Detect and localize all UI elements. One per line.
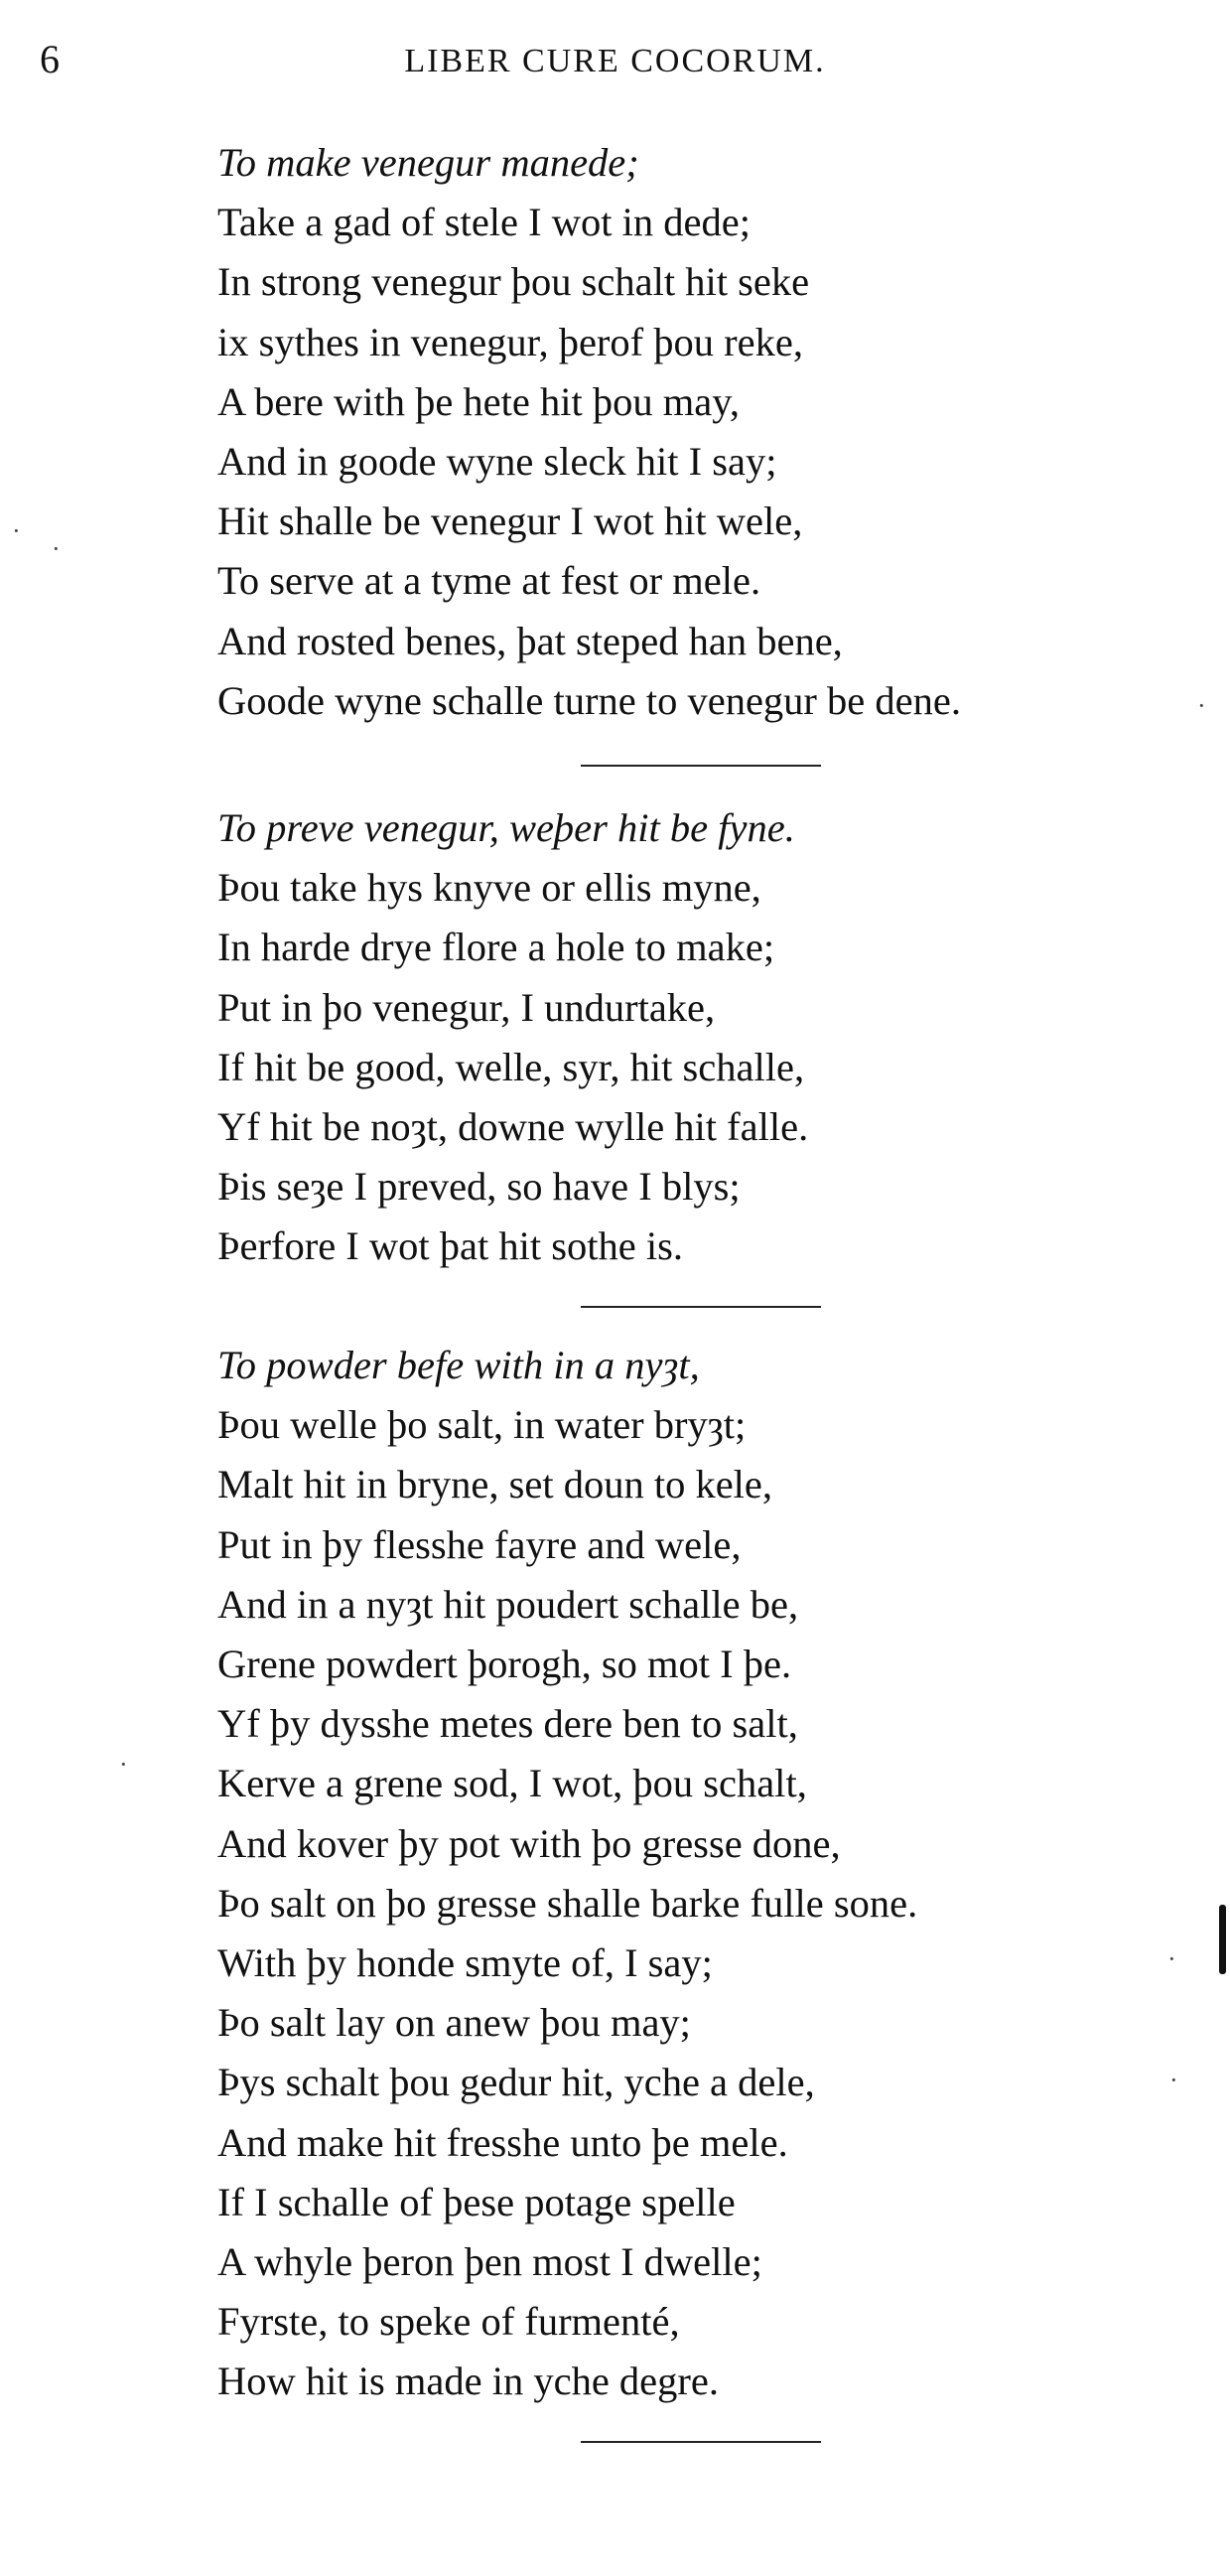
section-title: To make venegur manede; xyxy=(217,140,639,185)
verse-line: Fyrste, to speke of furmenté, xyxy=(217,2299,680,2345)
verse-line: Þis seȝe I preved, so have I blys; xyxy=(217,1164,741,1210)
ink-speck: · xyxy=(119,1750,128,1779)
verse-line: If I schalle of þese potage spelle xyxy=(217,2179,736,2224)
running-title: LIBER CURE COCORUM. xyxy=(404,43,826,79)
verse-line: Yf hit be noȝt, downe wylle hit falle. xyxy=(217,1104,809,1150)
ink-speck: · xyxy=(52,534,61,563)
verse-line: And in a nyȝt hit poudert schalle be, xyxy=(217,1581,799,1627)
verse-section-powder-beef xyxy=(217,1336,917,2412)
section-divider xyxy=(581,2441,821,2443)
verse-line: With þy honde smyte of, I say; xyxy=(217,1940,713,1986)
verse-line: And kover þy pot with þo gresse done, xyxy=(217,1820,841,1866)
verse-line: To serve at a tyme at fest or mele. xyxy=(217,558,761,604)
section-title: To powder befe with in a nyȝt, xyxy=(217,1343,700,1387)
verse-line: How hit is made in yche degre. xyxy=(217,2359,719,2404)
verse-line: And rosted benes, þat steped han bene, xyxy=(217,618,843,663)
verse-line: And in goode wyne sleck hit I say; xyxy=(217,439,777,485)
verse-section-prove-vinegar xyxy=(217,798,808,1277)
verse-line: Goode wyne schalle turne to venegur be dene. xyxy=(217,677,961,723)
verse-line: In strong venegur þou schalt hit seke xyxy=(217,259,810,305)
verse-line: And make hit fresshe unto þe mele. xyxy=(217,2119,788,2165)
section-divider xyxy=(581,1306,821,1308)
page-edge-mark xyxy=(1219,1905,1226,1974)
verse-line: Þo salt on þo gresse shalle barke fulle sone. xyxy=(217,1880,918,1926)
section-title: To preve venegur, weþer hit be fyne. xyxy=(217,805,795,850)
ink-speck: · xyxy=(1169,2066,1178,2094)
verse-line: Þys schalt þou gedur hit, yche a dele, xyxy=(217,2060,815,2105)
verse-line: Þou take hys knyve or ellis myne, xyxy=(217,865,761,911)
ink-speck: · xyxy=(1167,1944,1176,1973)
verse-line: Þo salt lay on anew þou may; xyxy=(217,2000,691,2046)
ink-speck: · xyxy=(12,516,21,545)
verse-line: Malt hit in bryne, set doun to kele, xyxy=(217,1462,773,1507)
verse-line: Hit shalle be venegur I wot hit wele, xyxy=(217,499,803,544)
page-number: 6 xyxy=(40,37,60,81)
ink-speck: · xyxy=(1197,691,1206,720)
verse-line: If hit be good, welle, syr, hit schalle, xyxy=(217,1044,805,1089)
verse-line: A whyle þeron þen most I dwelle; xyxy=(217,2239,762,2285)
section-divider xyxy=(581,765,821,767)
verse-line: In harde drye flore a hole to make; xyxy=(217,925,775,970)
verse-line: Grene powdert þorogh, so mot I þe. xyxy=(217,1642,792,1687)
verse-line: ix sythes in venegur, þerof þou reke, xyxy=(217,319,803,364)
verse-line: Put in þy flesshe fayre and wele, xyxy=(217,1521,742,1567)
verse-line: A bere with þe hete hit þou may, xyxy=(217,378,740,424)
verse-line: Kerve a grene sod, I wot, þou schalt, xyxy=(217,1761,807,1806)
verse-line: Take a gad of stele I wot in dede; xyxy=(217,200,751,245)
verse-line: Yf þy dysshe metes dere ben to salt, xyxy=(217,1701,798,1747)
verse-line: Þerfore I wot þat hit sothe is. xyxy=(217,1223,684,1269)
verse-line: Put in þo venegur, I undurtake, xyxy=(217,984,716,1030)
verse-line: Þou welle þo salt, in water bryȝt; xyxy=(217,1402,747,1448)
verse-section-vinegar xyxy=(217,133,961,731)
